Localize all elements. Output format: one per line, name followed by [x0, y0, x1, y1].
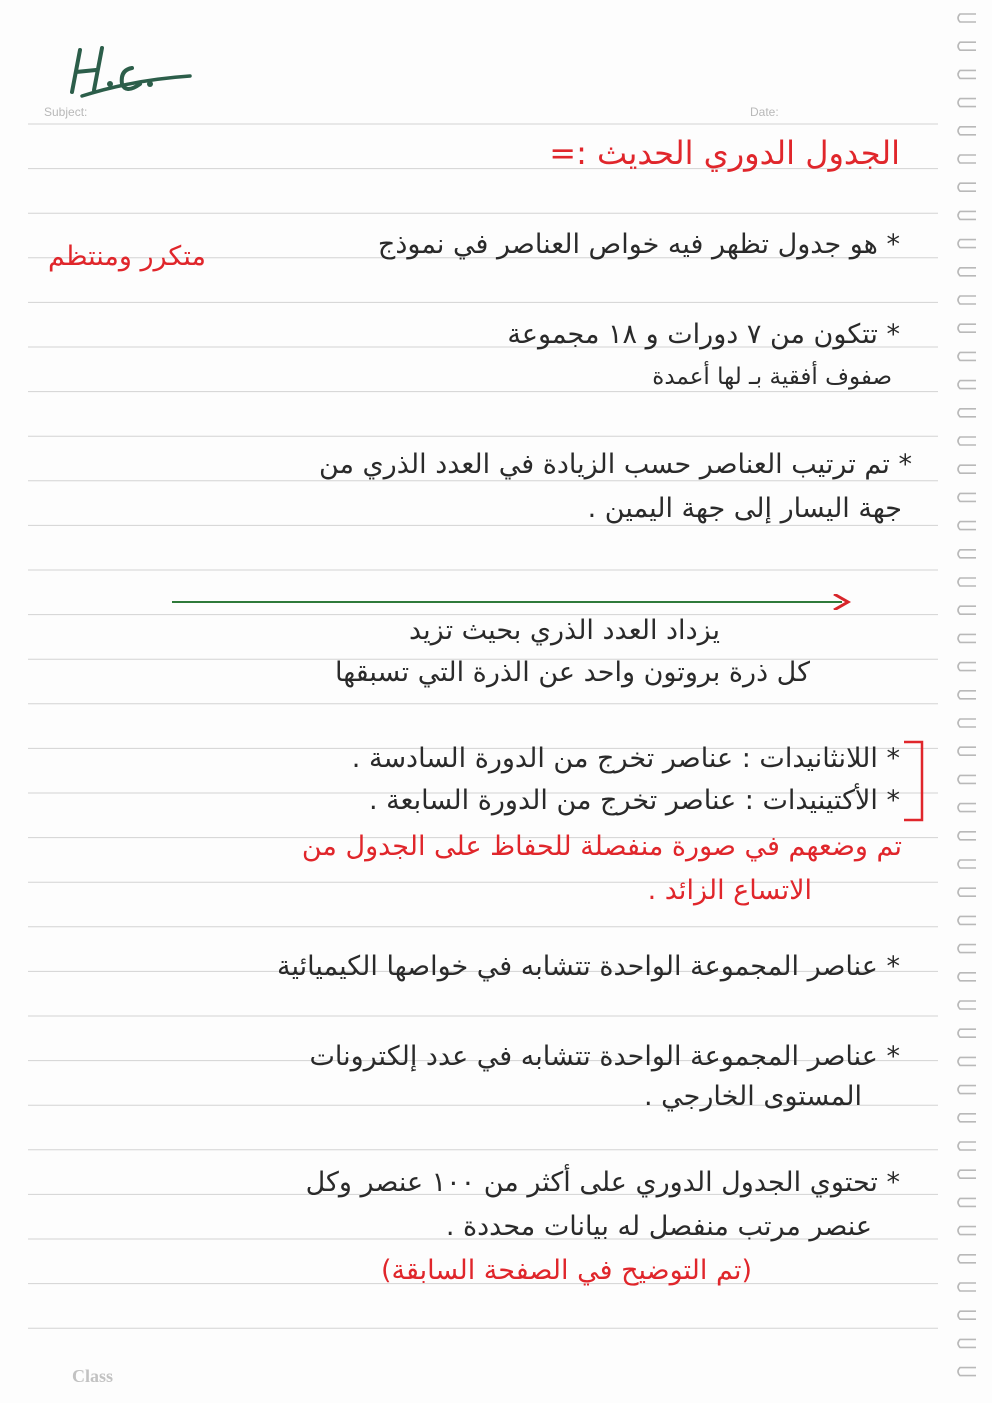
spiral-ring	[958, 14, 976, 22]
spiral-ring	[958, 99, 976, 107]
spiral-ring	[958, 465, 976, 473]
spiral-ring	[958, 42, 976, 50]
bullet-3-line-2: جهة اليسار إلى جهة اليمين .	[587, 493, 902, 524]
spiral-ring	[958, 775, 976, 783]
bullet-2-line-1: * تتكون من ٧ دورات و ١٨ مجموعة	[507, 319, 900, 350]
bullet-4-red-line-2: الاتساع الزائد .	[647, 875, 812, 906]
spiral-ring	[958, 183, 976, 191]
spiral-ring	[958, 1142, 976, 1150]
spiral-ring	[958, 324, 976, 332]
spiral-ring	[958, 1029, 976, 1037]
spiral-ring	[958, 832, 976, 840]
spiral-ring	[958, 522, 976, 530]
bullet-2-line-2: صفوف أفقية بـ لها أعمدة	[652, 364, 892, 390]
spiral-ring	[958, 409, 976, 417]
green-arrow	[172, 594, 852, 610]
logo-signature	[62, 40, 202, 110]
spiral-ring	[958, 634, 976, 642]
bullet-7-line-1: * تحتوي الجدول الدوري على أكثر من ١٠٠ عنصر وكل	[305, 1167, 900, 1198]
bullet-7-line-2: عنصر مرتب منفصل له بيانات محددة .	[445, 1211, 872, 1242]
spiral-ring	[958, 578, 976, 586]
bullet-3-line-1: * تم ترتيب العناصر حسب الزيادة في العدد الذري من	[318, 449, 912, 480]
bullet-4-line-1: * اللانثانيدات : عناصر تخرج من الدورة السادسة .	[351, 743, 900, 774]
spiral-ring	[958, 352, 976, 360]
spiral-ring	[958, 1057, 976, 1065]
spiral-ring	[958, 1086, 976, 1094]
spiral-ring	[958, 1339, 976, 1347]
spiral-ring	[958, 945, 976, 953]
spiral-ring	[958, 1311, 976, 1319]
spiral-ring	[958, 860, 976, 868]
spiral-ring	[958, 296, 976, 304]
spiral-ring	[958, 550, 976, 558]
spiral-ring	[958, 70, 976, 78]
spiral-ring	[958, 127, 976, 135]
bullet-6-line-2: المستوى الخارجي .	[643, 1081, 862, 1112]
spiral-ring	[958, 1283, 976, 1291]
spiral-ring	[958, 606, 976, 614]
spiral-ring	[958, 493, 976, 501]
spiral-ring	[958, 1114, 976, 1122]
spiral-ring	[958, 804, 976, 812]
spiral-ring	[958, 1368, 976, 1376]
bullet-1-highlight: متكرر ومنتظم	[48, 241, 206, 272]
spiral-ring	[958, 973, 976, 981]
spiral-ring	[958, 268, 976, 276]
bullet-6-line-1: * عناصر المجموعة الواحدة تتشابه في عدد إلكترونات	[309, 1041, 900, 1072]
bullet-7-red-note: (تم التوضيح في الصفحة السابقة)	[380, 1255, 752, 1286]
spiral-ring	[958, 888, 976, 896]
spiral-ring	[958, 719, 976, 727]
arrow-note-line-2: كل ذرة بروتون واحد عن الذرة التي تسبقها	[335, 657, 810, 688]
spiral-ring	[958, 1227, 976, 1235]
spiral-ring	[958, 1198, 976, 1206]
spiral-ring	[958, 1001, 976, 1009]
notebook-brand: Class	[72, 1366, 114, 1386]
spiral-ring	[958, 240, 976, 248]
bullet-4-red-line-1: تم وضعهم في صورة منفصلة للحفاظ على الجدول من	[301, 831, 902, 862]
spiral-binding	[954, 0, 980, 1403]
bullet-5-line-1: * عناصر المجموعة الواحدة تتشابه في خواصها الكيميائية	[276, 951, 900, 982]
spiral-ring	[958, 155, 976, 163]
spiral-ring	[958, 747, 976, 755]
date-label: Date:	[750, 105, 779, 119]
spiral-ring	[958, 437, 976, 445]
spiral-ring	[958, 691, 976, 699]
arrow-note-line-1: يزداد العدد الذري بحيث تزيد	[408, 615, 720, 646]
note-title: الجدول الدوري الحديث :=	[549, 134, 900, 172]
spiral-ring	[958, 916, 976, 924]
red-bracket	[900, 740, 930, 822]
bullet-4-line-2: * الأكتينيدات : عناصر تخرج من الدورة السابعة .	[368, 785, 900, 816]
spiral-ring	[958, 663, 976, 671]
spiral-ring	[958, 381, 976, 389]
spiral-ring	[958, 211, 976, 219]
spiral-ring	[958, 1170, 976, 1178]
spiral-ring	[958, 1255, 976, 1263]
bullet-1-text: * هو جدول تظهر فيه خواص العناصر في نموذج	[377, 229, 900, 260]
subject-label: Subject:	[44, 105, 88, 119]
